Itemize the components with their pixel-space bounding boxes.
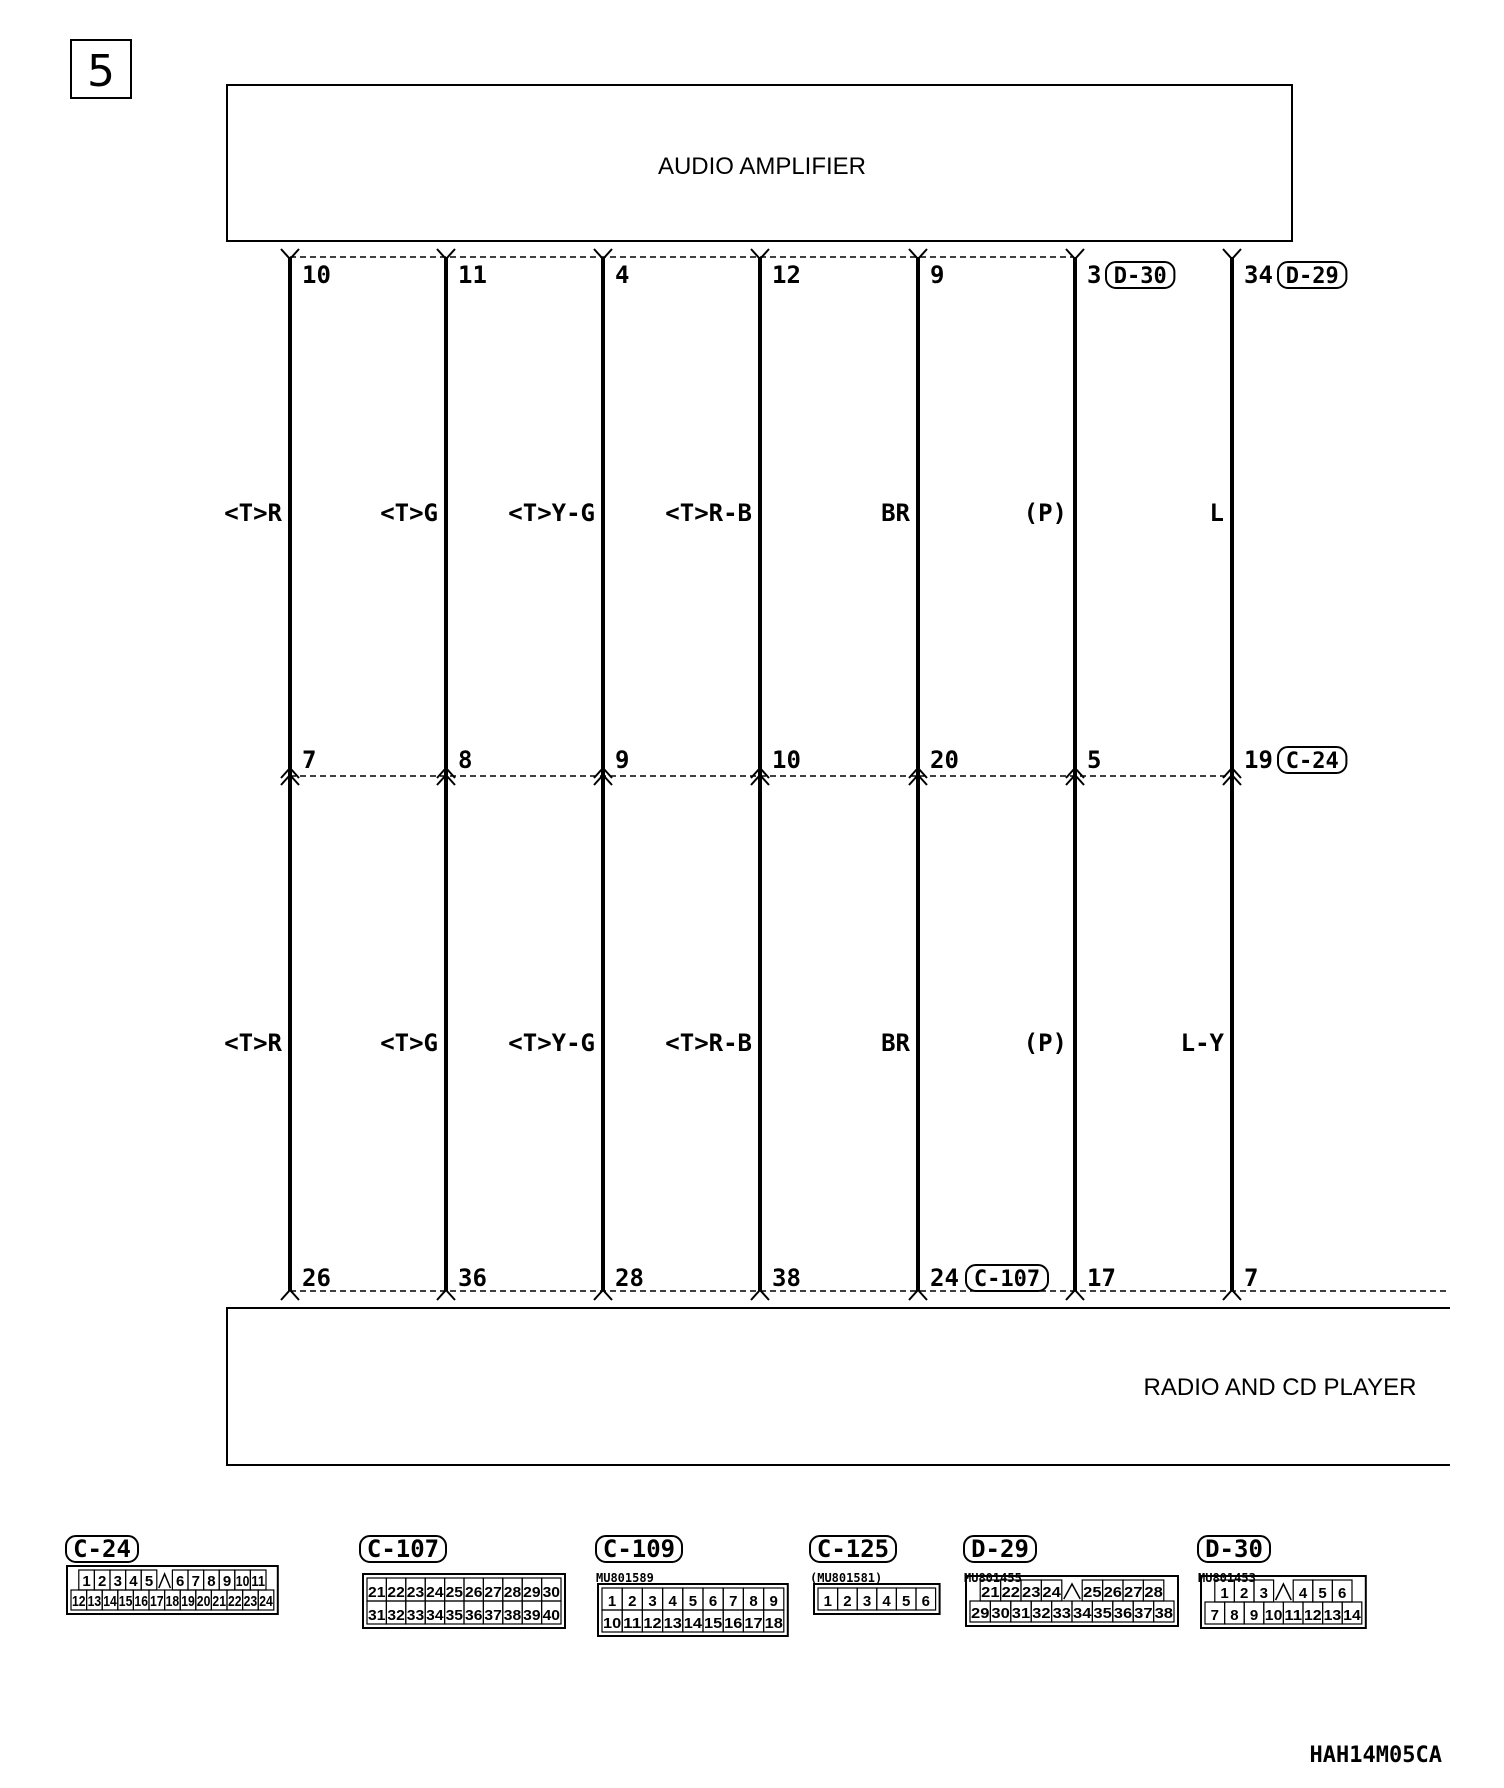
pin-number: 24 xyxy=(1042,1584,1062,1601)
pin-number: 7 xyxy=(1210,1607,1219,1624)
connector-d-30 xyxy=(1198,1535,1366,1628)
pin-mid: 8 xyxy=(458,746,473,774)
pin-bottom: 26 xyxy=(302,1264,331,1292)
pin-number: 1 xyxy=(607,1593,617,1610)
pin-number: 24 xyxy=(426,1584,445,1601)
pin-number: 17 xyxy=(744,1615,763,1632)
pin-mid: 19 xyxy=(1244,746,1273,774)
pin-number: 35 xyxy=(1093,1605,1112,1622)
pin-number: 36 xyxy=(1113,1605,1133,1622)
pin-number: 3 xyxy=(113,1573,122,1590)
pin-number: 26 xyxy=(1103,1584,1123,1601)
connector-id: C-125 xyxy=(816,1535,890,1563)
pin-number: 27 xyxy=(484,1584,502,1601)
pin-number: 4 xyxy=(882,1593,891,1610)
pin-number: 1 xyxy=(823,1593,832,1610)
wires xyxy=(224,249,1346,1300)
pin-number: 12 xyxy=(643,1615,662,1632)
pin-number: 28 xyxy=(1144,1584,1163,1601)
wire-color-upper: (P) xyxy=(1023,499,1067,527)
connector-tag-c107: C-107 xyxy=(973,1267,1041,1292)
pin-number: 21 xyxy=(981,1584,1000,1601)
pin-number: 38 xyxy=(503,1607,522,1624)
connector-c-107 xyxy=(360,1535,565,1628)
pin-mid: 7 xyxy=(302,746,317,774)
pin-number: 6 xyxy=(708,1593,718,1610)
pin-number: 26 xyxy=(465,1584,483,1601)
pin-number: 5 xyxy=(1318,1585,1327,1602)
pin-number: 2 xyxy=(98,1573,107,1590)
pin-number: 3 xyxy=(648,1593,657,1610)
pin-number: 31 xyxy=(1011,1605,1031,1622)
pin-number: 38 xyxy=(1154,1605,1174,1622)
connector-part-number: MU801455 xyxy=(964,1571,1022,1585)
wire-color-lower: L-Y xyxy=(1180,1029,1224,1057)
pin-number: 27 xyxy=(1124,1584,1143,1601)
pin-number: 31 xyxy=(368,1607,386,1624)
wire-color-lower: <T>R-B xyxy=(665,1029,752,1057)
radio-cd-player-label: RADIO AND CD PLAYER xyxy=(1143,1374,1417,1401)
diagram-code: HAH14M05CA xyxy=(1309,1743,1442,1768)
pin-bottom: 7 xyxy=(1244,1264,1259,1292)
pin-number: 14 xyxy=(1343,1607,1362,1624)
pin-number: 39 xyxy=(523,1607,541,1624)
pin-number: 11 xyxy=(251,1573,266,1590)
pin-number: 28 xyxy=(503,1584,522,1601)
pin-number: 24 xyxy=(259,1593,274,1610)
connector-part-number: (MU801581) xyxy=(810,1571,883,1585)
pin-number: 25 xyxy=(445,1584,463,1601)
pin-number: 33 xyxy=(406,1607,425,1624)
cavity-blank xyxy=(159,1574,171,1588)
pin-number: 11 xyxy=(623,1615,642,1632)
pin-number: 19 xyxy=(181,1593,195,1610)
wire-color-upper: <T>R-B xyxy=(665,499,752,527)
wire-color-upper: <T>Y-G xyxy=(508,499,595,527)
audio-amplifier-label: AUDIO AMPLIFIER xyxy=(657,153,867,180)
pin-number: 11 xyxy=(1284,1607,1302,1624)
pin-number: 3 xyxy=(1259,1585,1268,1602)
pin-bottom: 36 xyxy=(458,1264,487,1292)
pin-number: 22 xyxy=(228,1593,242,1610)
wire-color-lower: (P) xyxy=(1023,1029,1067,1057)
pin-number: 18 xyxy=(764,1615,783,1632)
pin-number: 5 xyxy=(688,1593,698,1610)
pin-number: 18 xyxy=(165,1593,180,1610)
pin-number: 2 xyxy=(843,1593,852,1610)
pin-number: 22 xyxy=(1001,1584,1020,1601)
pin-number: 7 xyxy=(191,1573,200,1590)
pin-number: 13 xyxy=(1323,1607,1342,1624)
wire-color-upper: BR xyxy=(881,499,910,527)
cavity-blank xyxy=(1276,1584,1292,1600)
wire-color-lower: BR xyxy=(881,1029,910,1057)
pin-number: 37 xyxy=(484,1607,502,1624)
pin-number: 13 xyxy=(87,1593,102,1610)
wire-color-upper: <T>G xyxy=(380,499,438,527)
pin-number: 10 xyxy=(603,1615,622,1632)
pin-number: 3 xyxy=(862,1593,872,1610)
pin-number: 6 xyxy=(176,1573,185,1590)
wire-color-upper: <T>R xyxy=(224,499,282,527)
pin-mid: 20 xyxy=(930,746,959,774)
pin-number: 1 xyxy=(1220,1585,1229,1602)
pin-number: 30 xyxy=(991,1605,1010,1622)
pin-number: 17 xyxy=(150,1593,164,1610)
pin-number: 14 xyxy=(103,1593,118,1610)
pin-top: 11 xyxy=(458,261,487,289)
connector-part-number: MU801453 xyxy=(1198,1571,1256,1585)
pin-number: 14 xyxy=(683,1615,703,1632)
pin-number: 7 xyxy=(729,1593,738,1610)
pin-number: 12 xyxy=(1304,1607,1322,1624)
connector-id: C-109 xyxy=(602,1535,676,1563)
pin-number: 9 xyxy=(1249,1607,1259,1624)
pin-top: 10 xyxy=(302,261,331,289)
pin-number: 2 xyxy=(1240,1585,1249,1602)
pin-number: 25 xyxy=(1083,1584,1102,1601)
connector-c-109 xyxy=(596,1535,788,1636)
connector-id: C-107 xyxy=(366,1535,440,1563)
pin-number: 23 xyxy=(1022,1584,1041,1601)
pin-number: 23 xyxy=(243,1593,258,1610)
pin-number: 9 xyxy=(222,1573,232,1590)
pin-number: 8 xyxy=(207,1573,216,1590)
pin-top: 3 xyxy=(1087,261,1102,289)
pin-number: 10 xyxy=(1264,1607,1283,1624)
wire-color-lower: <T>G xyxy=(380,1029,438,1057)
pin-number: 13 xyxy=(663,1615,682,1632)
pin-number: 40 xyxy=(542,1607,560,1624)
pin-number: 23 xyxy=(406,1584,425,1601)
pin-bottom: 28 xyxy=(615,1264,644,1292)
pin-number: 30 xyxy=(542,1584,560,1601)
pin-number: 4 xyxy=(668,1593,677,1610)
pin-bottom: 38 xyxy=(772,1264,801,1292)
connector-id: D-29 xyxy=(971,1535,1029,1563)
pin-number: 37 xyxy=(1134,1605,1153,1622)
pin-mid: 5 xyxy=(1087,746,1102,774)
pin-number: 16 xyxy=(134,1593,148,1610)
connector-faces xyxy=(66,1535,1366,1636)
connector-tag-d29: D-29 xyxy=(1285,264,1339,289)
pin-number: 16 xyxy=(724,1615,743,1632)
pin-number: 34 xyxy=(1073,1605,1093,1622)
pin-bottom: 17 xyxy=(1087,1264,1116,1292)
wire-color-lower: <T>Y-G xyxy=(508,1029,595,1057)
connector-id: C-24 xyxy=(73,1535,131,1563)
pin-number: 20 xyxy=(196,1593,211,1610)
pin-number: 34 xyxy=(426,1607,445,1624)
pin-top: 9 xyxy=(930,261,945,289)
wire-color-lower: <T>R xyxy=(224,1029,282,1057)
pin-number: 6 xyxy=(1338,1585,1347,1602)
pin-number: 6 xyxy=(921,1593,930,1610)
pin-number: 36 xyxy=(465,1607,483,1624)
connector-c-125 xyxy=(810,1535,940,1614)
pin-number: 21 xyxy=(212,1593,226,1610)
connector-tag-d30: D-30 xyxy=(1113,264,1167,289)
wire-color-upper: L xyxy=(1209,499,1224,527)
cavity-blank xyxy=(1064,1584,1080,1599)
pin-number: 32 xyxy=(387,1607,405,1624)
page-number: 5 xyxy=(87,46,115,97)
pin-number: 9 xyxy=(769,1593,778,1610)
pin-number: 8 xyxy=(1230,1607,1239,1624)
pin-mid: 10 xyxy=(772,746,801,774)
pin-number: 29 xyxy=(523,1584,541,1601)
connector-tag-c24: C-24 xyxy=(1285,749,1339,774)
pin-number: 1 xyxy=(82,1573,91,1590)
pin-number: 15 xyxy=(118,1593,133,1610)
pin-number: 4 xyxy=(129,1573,138,1590)
pin-number: 21 xyxy=(368,1584,386,1601)
pin-number: 12 xyxy=(72,1593,86,1610)
pin-number: 33 xyxy=(1052,1605,1072,1622)
pin-number: 8 xyxy=(749,1593,758,1610)
pin-number: 35 xyxy=(445,1607,463,1624)
pin-top: 12 xyxy=(772,261,801,289)
pin-bottom: 24 xyxy=(930,1264,959,1292)
pin-number: 5 xyxy=(902,1593,911,1610)
pin-number: 2 xyxy=(628,1593,637,1610)
connector-d-29 xyxy=(964,1535,1178,1626)
pin-number: 5 xyxy=(144,1573,154,1590)
pin-number: 29 xyxy=(971,1605,990,1622)
pin-top: 4 xyxy=(615,261,630,289)
pin-number: 4 xyxy=(1298,1585,1308,1602)
connector-part-number: MU801589 xyxy=(596,1571,654,1585)
pin-top: 34 xyxy=(1244,261,1273,289)
pin-number: 22 xyxy=(387,1584,405,1601)
pin-mid: 9 xyxy=(615,746,630,774)
connector-id: D-30 xyxy=(1205,1535,1263,1563)
pin-number: 32 xyxy=(1032,1605,1051,1622)
pin-number: 15 xyxy=(704,1615,723,1632)
connector-c-24 xyxy=(66,1535,278,1614)
pin-number: 10 xyxy=(235,1573,250,1590)
